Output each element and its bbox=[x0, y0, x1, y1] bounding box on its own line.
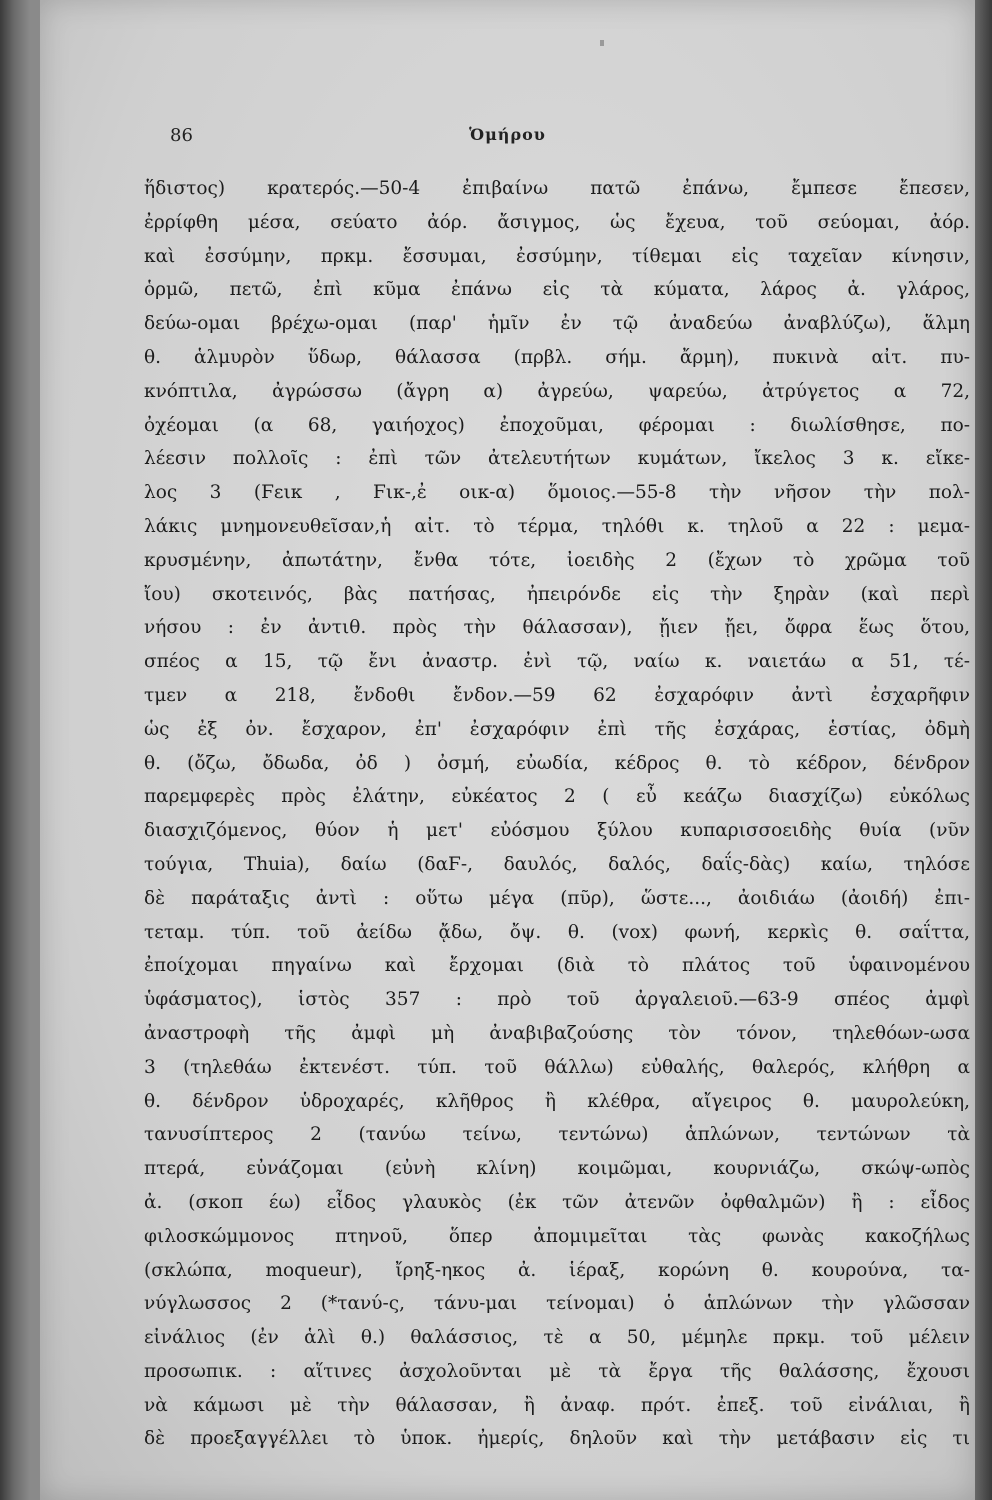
text-line: θ. (ὄζω, ὄδωδα, ὀδ ) ὀσμή, εὐωδία, κέδρος θ. τὸ κέδρον, δένδρον bbox=[144, 752, 970, 774]
text-line: ὑφάσματος), ἱστὸς 357 : πρὸ τοῦ ἀργαλειοῦ.—63-9 σπέος ἀμφὶ bbox=[144, 989, 970, 1011]
text-line: ὡς ἐξ ὀν. ἔσχαρον, ἐπ' ἐσχαρόφιν ἐπὶ τῆς ἐσχάρας, ἑστίας, ὀδμὴ bbox=[144, 718, 970, 740]
text-line: ἐρρίφθη μέσα, σεύατο ἀόρ. ἄσιγμος, ὡς ἔχευα, τοῦ σεύομαι, ἀόρ. bbox=[144, 211, 970, 233]
running-head: Ὁμήρου bbox=[469, 125, 546, 144]
text-line: θ. ἁλμυρὸν ὕδωρ, θάλασσα (πρβλ. σήμ. ἄρμη), πυκινὰ αἰτ. πυ- bbox=[144, 346, 970, 368]
text-line: ἀναστροφὴ τῆς ἀμφὶ μὴ ἀναβιβαζούσης τὸν τόνον, τηλεθόων-ωσα bbox=[144, 1022, 970, 1044]
text-line: κρυσμένην, ἀπωτάτην, ἔνθα τότε, ἰοειδὴς 2 (ἔχων τὸ χρῶμα τοῦ bbox=[144, 549, 970, 571]
text-line: ἥδιστος) κρατερός.—50-4 ἐπιβαίνω πατῶ ἐπάνω, ἔμπεσε ἔπεσεν, bbox=[144, 178, 970, 199]
text-line: τμεν α 218, ἔνδοθι ἔνδον.—59 62 ἐσχαρόφιν ἀντὶ ἐσχαρῆφιν bbox=[144, 684, 970, 706]
text-line: εἰνάλιος (ἐν ἁλὶ θ.) θαλάσσιος, τὲ α 50, μέμηλε πρκμ. τοῦ μέλειν bbox=[144, 1327, 970, 1349]
page-mark bbox=[600, 40, 604, 46]
text-line: φιλοσκώμμονος πτηνοῦ, ὅπερ ἀπομιμεῖται τὰς φωνὰς κακοζήλως bbox=[144, 1225, 970, 1247]
text-line: δὲ προεξαγγέλλει τὸ ὑποκ. ἠμερίς, δηλοῦν καὶ τὴν μετάβασιν εἰς τι bbox=[144, 1428, 970, 1450]
text-line: (σκλώπα, moqueur), ἴρηξ-ηκος ἀ. ἱέραξ, κορώνη θ. κουρούνα, τα- bbox=[144, 1259, 970, 1281]
page-number: 86 bbox=[170, 125, 193, 146]
text-line: σπέος α 15, τῷ ἔνι ἀναστρ. ἐνὶ τῷ, ναίω κ. ναιετάω α 51, τέ- bbox=[144, 651, 970, 673]
text-line: δὲ παράταξις ἀντὶ : οὕτω μέγα (πῦρ), ὥστε..., ἀοιδιάω (ἀοιδή) ἐπι- bbox=[144, 887, 970, 909]
text-line: ὁρμῶ, πετῶ, ἐπὶ κῦμα ἐπάνω εἰς τὰ κύματα, λάρος ἀ. γλάρος, bbox=[144, 279, 970, 301]
text-line: προσωπικ. : αἵτινες ἀσχολοῦνται μὲ τὰ ἔργα τῆς θαλάσσης, ἔχουσι bbox=[144, 1360, 970, 1382]
page-header bbox=[40, 125, 975, 155]
text-line: ἴου) σκοτεινός, βὰς πατήσας, ἠπειρόνδε εἰς τὴν ξηρὰν (καὶ περὶ bbox=[144, 583, 970, 605]
text-line: νύγλωσσος 2 (*τανύ-ς, τάνυ-μαι τείνομαι) ὁ ἁπλώνων τὴν γλῶσσαν bbox=[144, 1293, 970, 1315]
text-line: 3 (τηλεθάω ἐκτενέστ. τύπ. τοῦ θάλλω) εὐθαλής, θαλερός, κλήθρη α bbox=[144, 1056, 970, 1078]
text-line: λος 3 (Ϝεικ , Ϝικ-,ἐ οικ-α) ὅμοιος.—55-8 τὴν νῆσον τὴν πολ- bbox=[144, 482, 970, 504]
text-line: λάκις μνημονευθεῖσαν,ἡ αἰτ. τὸ τέρμα, τηλόθι κ. τηλοῦ α 22 : μεμα- bbox=[144, 515, 970, 537]
text-line: δεύω-ομαι βρέχω-ομαι (παρ' ἡμῖν ἐν τῷ ἀναδεύω ἀναβλύζω), ἅλμη bbox=[144, 313, 970, 335]
text-line: νήσου : ἐν ἀντιθ. πρὸς τὴν θάλασσαν), ᾔιεν ᾔει, ὄφρα ἕως ὅτου, bbox=[144, 617, 970, 639]
commentary-text bbox=[144, 172, 970, 1456]
text-line: πτερά, εὐνάζομαι (εὐνὴ κλίνη) κοιμῶμαι, κουρνιάζω, σκώψ-ωπὸς bbox=[144, 1158, 970, 1180]
text-line: τανυσίπτερος 2 (τανύω τείνω, τεντώνω) ἁπλώνων, τεντώνων τὰ bbox=[144, 1124, 970, 1146]
text-line: τούγια, Thuia), δαίω (δαϜ-, δαυλός, δαλός, δαΐς-δὰς) καίω, τηλόσε bbox=[144, 853, 970, 875]
text-line: ὀχέομαι (α 68, γαιήοχος) ἐποχοῦμαι, φέρομαι : διωλίσθησε, πο- bbox=[144, 414, 970, 436]
text-line: νὰ κάμωσι μὲ τὴν θάλασσαν, ἢ ἀναφ. πρότ. ἐπεξ. τοῦ εἰνάλιαι, ἢ bbox=[144, 1394, 970, 1416]
text-line: κνόπτιλα, ἀγρώσσω (ἄγρη α) ἀγρεύω, ψαρεύω, ἀτρύγετος α 72, bbox=[144, 380, 970, 402]
text-line: τεταμ. τύπ. τοῦ ἀείδω ᾄδω, ὄψ. θ. (vox) φωνή, κερκὶς θ. σαΐττα, bbox=[144, 921, 970, 943]
text-line: διασχιζόμενος, θύον ἡ μετ' εὐόσμου ξύλου κυπαρισσοειδὴς θυία (νῦν bbox=[144, 820, 970, 842]
text-line: ἀ. (σκοπ έω) εἶδος γλαυκὸς (ἐκ τῶν ἀτενῶν ὀφθαλμῶν) ἢ : εἶδος bbox=[144, 1191, 970, 1213]
text-line: θ. δένδρον ὑδροχαρές, κλῆθρος ἢ κλέθρα, αἴγειρος θ. μαυρολεύκη, bbox=[144, 1090, 970, 1112]
book-page bbox=[40, 0, 975, 1500]
text-line: λέεσιν πολλοῖς : ἐπὶ τῶν ἀτελευτήτων κυμάτων, ἴκελος 3 κ. εἴκε- bbox=[144, 448, 970, 470]
text-line: ἐποίχομαι πηγαίνω καὶ ἔρχομαι (διὰ τὸ πλάτος τοῦ ὑφαινομένου bbox=[144, 955, 970, 977]
text-line: καὶ ἐσσύμην, πρκμ. ἔσσυμαι, ἐσσύμην, τίθεμαι εἰς ταχεῖαν κίνησιν, bbox=[144, 245, 970, 267]
text-line: παρεμφερὲς πρὸς ἐλάτην, εὐκέατος 2 ( εὖ κεάζω διασχίζω) εὐκόλως bbox=[144, 786, 970, 808]
